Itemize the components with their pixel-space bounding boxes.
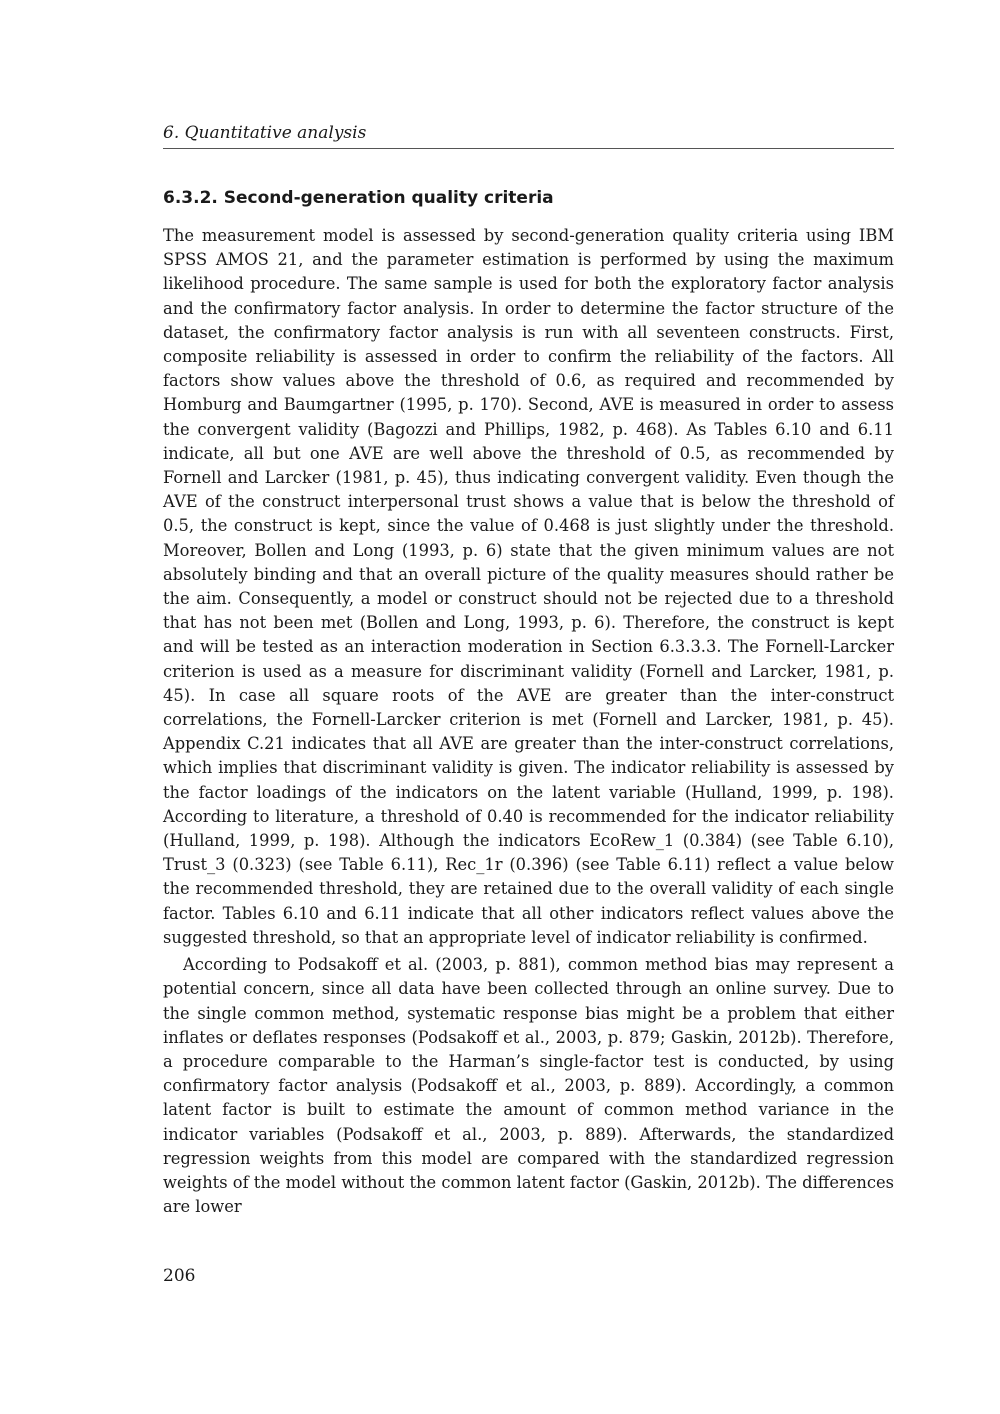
- running-head: 6. Quantitative analysis: [163, 122, 894, 149]
- body-text: [163, 224, 894, 1219]
- paragraph-2: According to Podsakoff et al. (2003, p. 881), common method bias may represent a potential concern, since all data have been collected through an online survey. Due to the single common method, systematic response bias might be a problem that either inflates or deflates responses (Podsakoff et al., 2003, p. 879; Gaskin, 2012b). Therefore, a procedure comparable to the Harman’s single-factor test is conducted, by using confirmatory factor analysis (Podsakoff et al., 2003, p. 889). Accordingly, a common latent factor is built to estimate the amount of common method variance in the indicator variables (Podsakoff et al., 2003, p. 889). Afterwards, the standardized regression weights from this model are compared with the standardized regression weights of the model without the common latent factor (Gaskin, 2012b). The differences are lower: [163, 955, 894, 1217]
- section-heading: 6.3.2. Second-generation quality criteria: [163, 188, 554, 208]
- page-number: 206: [163, 1266, 196, 1286]
- paragraph-1: The measurement model is assessed by second-generation quality criteria using IBM SPSS AMOS 21, and the parameter estimation is performed by using the maximum likelihood procedure. The same sample is used for both the exploratory factor analysis and the confirmatory factor analysis. In order to determine the factor structure of the dataset, the confirmatory factor analysis is run with all seventeen constructs. First, composite reliability is assessed in order to confirm the reliability of the factors. All factors show values above the threshold of 0.6, as required and recommended by Homburg and Baumgartner (1995, p. 170). Second, AVE is measured in order to assess the convergent validity (Bagozzi and Phillips, 1982, p. 468). As Tables 6.10 and 6.11 indicate, all but one AVE are well above the threshold of 0.5, as recommended by Fornell and Larcker (1981, p. 45), thus indicating convergent validity. Even though the AVE of the construct interpersonal trust shows a value that is below the threshold of 0.5, the construct is kept, since the value of 0.468 is just slightly under the threshold. Moreover, Bollen and Long (1993, p. 6) state that the given minimum values are not absolutely binding and that an overall picture of the quality measures should rather be the aim. Consequently, a model or construct should not be rejected due to a threshold that has not been met (Bollen and Long, 1993, p. 6). Therefore, the construct is kept and will be tested as an interaction moderation in Section 6.3.3.3. The Fornell-Larcker criterion is used as a measure for discriminant validity (Fornell and Larcker, 1981, p. 45). In case all square roots of the AVE are greater than the inter-construct correlations, the Fornell-Larcker criterion is met (Fornell and Larcker, 1981, p. 45). Appendix C.21 indicates that all AVE are greater than the inter-construct correlations, which implies that discriminant validity is given. The indicator reliability is assessed by the factor loadings of the indicators on the latent variable (Hulland, 1999, p. 198). According to literature, a threshold of 0.40 is recommended for the indicator reliability (Hulland, 1999, p. 198). Although the indicators EcoRew_1 (0.384) (see Table 6.10), Trust_3 (0.323) (see Table 6.11), Rec_1r (0.396) (see Table 6.11) reflect a value below the recommended threshold, they are retained due to the overall validity of each single factor. Tables 6.10 and 6.11 indicate that all other indicators reflect values above the suggested threshold, so that an appropriate level of indicator reliability is confirmed.: [163, 226, 894, 947]
